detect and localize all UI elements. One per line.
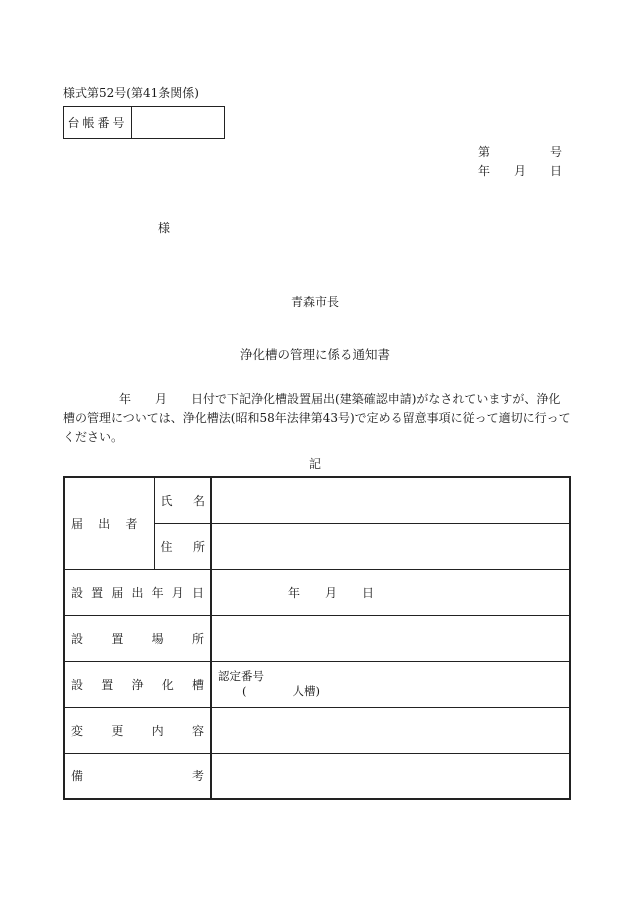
ki-heading: 記 bbox=[308, 457, 321, 471]
tank-capacity: ( 人槽) bbox=[242, 684, 320, 698]
body-year: 年 bbox=[119, 392, 132, 406]
remarks-label: 備 考 bbox=[64, 753, 211, 799]
ledger-number-field[interactable] bbox=[132, 107, 224, 138]
name-field[interactable] bbox=[211, 477, 570, 523]
change-field[interactable] bbox=[211, 707, 570, 753]
body-line-1 bbox=[63, 390, 563, 409]
issue-date-day: 日 bbox=[549, 164, 562, 178]
body-line-1-text: 日付で下記浄化槽設置届出(建築確認申請)がなされていますが、浄化 bbox=[191, 392, 561, 406]
install-date-label: 設 置 届 出 年 月 日 bbox=[64, 569, 211, 615]
issue-date-month: 月 bbox=[513, 164, 526, 178]
location-label: 設 置 場 所 bbox=[64, 615, 211, 661]
issue-date bbox=[478, 162, 562, 179]
tank-field[interactable] bbox=[211, 661, 570, 707]
tank-label: 設 置 浄 化 槽 bbox=[64, 661, 211, 707]
issuer-name: 青森市長 bbox=[290, 295, 339, 309]
install-date-month: 月 bbox=[325, 585, 338, 600]
form-number: 様式第52号(第41条関係) bbox=[63, 86, 199, 100]
address-label: 住 所 bbox=[154, 523, 211, 569]
body-paragraph bbox=[63, 390, 571, 447]
issue-number-suffix: 号 bbox=[549, 145, 562, 159]
install-date-year: 年 bbox=[288, 585, 301, 600]
location-field[interactable] bbox=[211, 615, 570, 661]
install-date-field[interactable] bbox=[211, 569, 570, 615]
details-table bbox=[63, 476, 571, 800]
remarks-field[interactable] bbox=[211, 753, 570, 799]
body-line-2: 槽の管理については、浄化槽法(昭和58年法律第43号)で定める留意事項に従って適切に行って bbox=[63, 411, 571, 425]
issue-number-prefix: 第 bbox=[478, 145, 491, 159]
addressee: 様 bbox=[158, 221, 171, 235]
notifier-label: 届 出 者 bbox=[64, 477, 154, 569]
ledger-number-label: 台帳番号 bbox=[64, 107, 132, 138]
body-month: 月 bbox=[155, 392, 168, 406]
issue-number bbox=[478, 143, 562, 160]
install-date-day: 日 bbox=[362, 585, 375, 600]
address-field[interactable] bbox=[211, 523, 570, 569]
ledger-number-box bbox=[63, 106, 225, 139]
document-title: 浄化槽の管理に係る通知書 bbox=[239, 347, 390, 362]
change-label: 変 更 内 容 bbox=[64, 707, 211, 753]
body-line-3: ください。 bbox=[63, 430, 124, 444]
name-label: 氏 名 bbox=[154, 477, 211, 523]
issue-date-year: 年 bbox=[478, 164, 491, 178]
certification-number-label: 認定番号 bbox=[218, 669, 264, 683]
